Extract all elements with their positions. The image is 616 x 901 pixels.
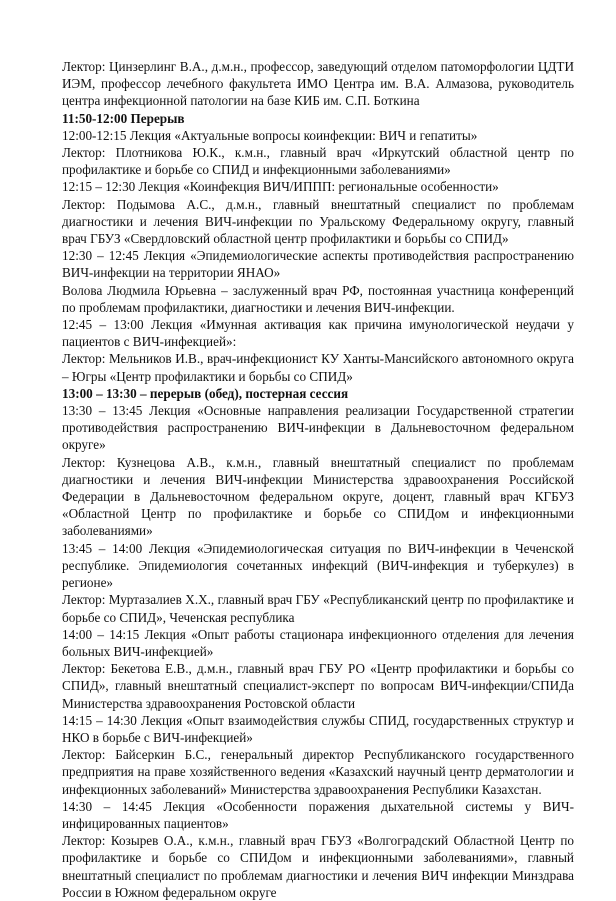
lecture-title: 12:30 – 12:45 Лекция «Эпидемиологические аспекты противодействия распространению ВИЧ-инфекции на территории ЯНАО»: [62, 248, 574, 281]
lecture-title: 12:15 – 12:30 Лекция «Коинфекция ВИЧ/ИППП: региональные особенности»: [62, 179, 499, 195]
lecturer-info: Лектор: Плотникова Ю.К., к.м.н., главный врач «Иркутский областной центр по профилактике и борьбе со СПИД и инфекционными заболеваниями»: [62, 145, 574, 178]
lecturer-info: Лектор: Мельников И.В., врач-инфекционист КУ Ханты-Мансийского автономного округа – Югры «Центр профилактики и борьбы со СПИД»: [62, 351, 574, 384]
lecture-title: 13:45 – 14:00 Лекция «Эпидемиологическая ситуация по ВИЧ-инфекции в Чеченской республике. Эпидемиология сочетанных инфекций (ВИЧ-инфекция и туберкулез) в регионе»: [62, 540, 574, 591]
lecturer-info: Лектор: Муртазалиев Х.Х., главный врач ГБУ «Республиканский центр по профилактике и борьбе со СПИД», Чеченская республика: [62, 592, 574, 625]
lecturer-info: Лектор: Кузнецова А.В., к.м.н., главный внештатный специалист по проблемам диагностики и лечения ВИЧ-инфекции Министерства здравоохранения Российской Федерации в Дальневосточном федеральном округе, доцент, главный врач КГБУЗ «Областной Центр по профилактике и борьбе со СПИДом и инфекционными заболеваниями»: [62, 454, 574, 539]
document-page: [62, 58, 574, 901]
break-heading: 11:50-12:00 Перерыв: [62, 110, 185, 126]
lecture-title: 12:00-12:15 Лекция «Актуальные вопросы коинфекции: ВИЧ и гепатиты»: [62, 127, 478, 143]
lecture-title: 13:30 – 13:45 Лекция «Основные направления реализации Государственной стратегии противодействия распространению ВИЧ-инфекции в Дальневосточном федеральном округе»: [62, 403, 574, 453]
lecturer-info: Лектор: Цинзерлинг В.А., д.м.н., профессор, заведующий отделом патоморфологии ЦДТИ ИЭМ, профессор лечебного факультета ИМО Центра им. В.А. Алмазова, руководитель центра инфекционной патологии на базе КИБ им. С.П. Боткина: [62, 59, 574, 109]
lecture-title: 12:45 – 13:00 Лекция «Имунная активация как причина имунологической неудачи у пациентов с ВИЧ-инфекцией»:: [62, 317, 574, 350]
lecturer-info: Лектор: Подымова А.С., д.м.н., главный внештатный специалист по проблемам диагностики и лечения ВИЧ-инфекции по Уральскому Федеральному округу, главный врач ГБУЗ «Свердловский областной центр профилактики и борьбы со СПИД»: [62, 196, 574, 247]
lecturer-info: Волова Людмила Юрьевна – заслуженный врач РФ, постоянная участница конференций по проблемам профилактики, диагностики и лечения ВИЧ-инфекции.: [62, 282, 574, 315]
lecturer-info: Лектор: Бекетова Е.В., д.м.н., главный врач ГБУ РО «Центр профилактики и борьбы со СПИД», главный внештатный специалист-эксперт по вопросам ВИЧ-инфекции/СПИДа Министерства здравоохранения Ростовской области: [62, 661, 574, 711]
lecture-title: 14:15 – 14:30 Лекция «Опыт взаимодействия службы СПИД, государственных структур и НКО в борьбе с ВИЧ-инфекцией»: [62, 712, 574, 745]
lecture-title: 14:00 – 14:15 Лекция «Опыт работы стационара инфекционного отделения для лечения больных ВИЧ-инфекцией»: [62, 626, 574, 659]
break-heading: 13:00 – 13:30 – перерыв (обед), постерная сессия: [62, 385, 349, 401]
lecturer-info: Лектор: Козырев О.А., к.м.н., главный врач ГБУЗ «Волгоградский Областной Центр по профилактике и борьбе со СПИДом и инфекционными заболеваниями», главный внештатный специалист по проблемам диагностики и лечения ВИЧ инфекции Минздрава России в Южном федеральном округе: [62, 833, 574, 900]
lecture-title: 14:30 – 14:45 Лекция «Особенности поражения дыхательной системы у ВИЧ-инфицированных пациентов»: [62, 798, 574, 831]
lecturer-info: Лектор: Байсеркин Б.С., генеральный директор Республиканского государственного предприятия на праве хозяйственного ведения «Казахский научный центр дерматологии и инфекционных заболеваний» Министерства здравоохранения Республики Казахстан.: [62, 747, 574, 797]
